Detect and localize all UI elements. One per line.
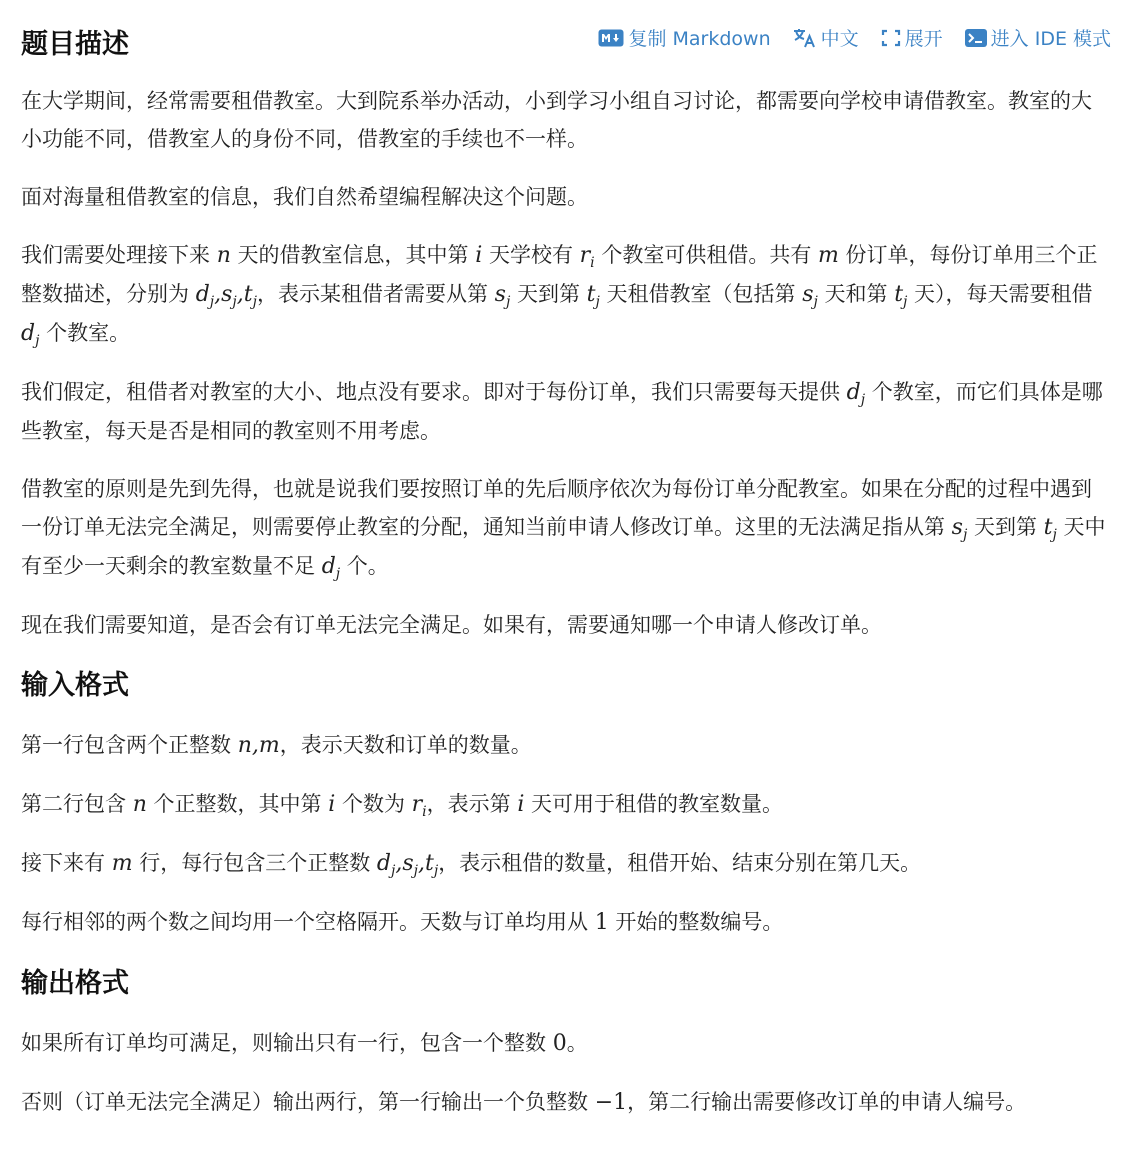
language-button[interactable] [793, 24, 859, 51]
math-sub: j [433, 863, 439, 879]
math-d-j [21, 321, 40, 349]
math-comma: , [251, 733, 259, 758]
text: 天到第 [967, 515, 1044, 539]
text: 天和第 [817, 282, 895, 306]
math-d: d [195, 282, 210, 307]
text: 个数为 [335, 792, 412, 816]
math-one: 1 [594, 910, 609, 935]
math-sub: j [505, 294, 511, 310]
math-sub: j [232, 294, 237, 310]
math-m: m [111, 851, 133, 876]
math-sub: j [903, 294, 908, 310]
math-comma: , [395, 851, 403, 876]
math-t-j [1043, 515, 1057, 543]
math-s: s [802, 282, 814, 307]
text: 份订单，每份订单用三个正整数描述，分别为 [21, 243, 1098, 306]
math-s-j [494, 282, 511, 310]
math-m: m [818, 243, 839, 268]
math-t: t [894, 282, 904, 307]
description-paragraph-4 [21, 373, 1106, 450]
text: 个教室，而它们具体是哪些教室，每天是否是相同的教室则不用考虑。 [21, 380, 1103, 443]
math-i: i [517, 792, 525, 817]
text: 天的借教室信息，其中第 [230, 243, 476, 267]
math-comma: , [214, 282, 222, 307]
description-paragraph-2: 面对海量租借教室的信息，我们自然希望编程解决这个问题。 [21, 185, 588, 209]
math-r: r [411, 792, 423, 817]
math-d-j [846, 380, 866, 408]
math-d-s-t [376, 851, 439, 879]
math-t: t [243, 282, 253, 307]
math-zero: 0 [552, 1031, 567, 1056]
math-d: d [21, 321, 36, 346]
problem-header [21, 18, 1111, 62]
math-n: n [237, 733, 252, 758]
math-t-j [586, 282, 600, 310]
input-format-heading: 输入格式 [21, 670, 129, 701]
text: 个。 [340, 554, 389, 578]
math-d: d [376, 851, 392, 876]
math-s-j [802, 282, 818, 310]
toolbar [576, 24, 1111, 51]
math-s-j [951, 515, 968, 543]
input-paragraph-4 [21, 903, 1106, 942]
text: 天到第 [510, 282, 587, 306]
math-sub: j [252, 294, 257, 310]
math-t: t [586, 282, 596, 307]
markdown-icon [598, 29, 624, 47]
translate-icon [793, 28, 817, 48]
text: ，表示天数和订单的数量。 [279, 733, 532, 757]
ide-mode-label: 进入 IDE 模式 [990, 28, 1111, 50]
text: 天），每天需要租借 [907, 282, 1093, 306]
math-neg-one: −1 [594, 1090, 628, 1115]
expand-button[interactable] [881, 24, 943, 51]
text: 开始的整数编号。 [608, 910, 784, 934]
math-sub: j [1052, 527, 1057, 543]
ide-mode-button[interactable] [965, 24, 1111, 51]
copy-markdown-label: 复制 Markdown [628, 28, 771, 50]
math-t-j [894, 282, 908, 310]
description-paragraph-3 [21, 236, 1106, 353]
math-sub: j [413, 863, 418, 879]
text: 如果所有订单均可满足，则输出只有一行，包含一个整数 [21, 1031, 553, 1055]
math-r: r [579, 243, 591, 268]
text: 天中有至少一天剩余的教室数量不足 [21, 515, 1106, 578]
math-comma: , [236, 282, 244, 307]
math-s: s [951, 515, 963, 540]
text: 个正整数，其中第 [146, 792, 329, 816]
math-sub: j [35, 333, 40, 349]
math-comma: , [418, 851, 425, 876]
math-sub: j [391, 863, 396, 879]
math-r-i [411, 792, 427, 820]
math-sub: j [595, 294, 600, 310]
expand-icon [881, 29, 901, 47]
math-sub: j [209, 294, 215, 310]
expand-label: 展开 [904, 28, 943, 50]
math-sub: i [590, 255, 595, 271]
description-paragraph-1: 在大学期间，经常需要租借教室。大到院系举办活动，小到学习小组自习讨论，都需要向学校申请借教室。教室的大小功能不同，借教室人的身份不同，借教室的手续也不一样。 [21, 89, 1092, 151]
text: ，第二行输出需要修改订单的申请人编号。 [627, 1090, 1027, 1114]
text: 天可用于租借的教室数量。 [524, 792, 784, 816]
description-paragraph-5 [21, 470, 1106, 586]
text: 借教室的原则是先到先得，也就是说我们要按照订单的先后顺序依次为每份订单分配教室。如果在分配的过程中遇到一份订单无法完全满足，则需要停止教室的分配，通知当前申请人修改订单。这里的无法满足指从第 [21, 477, 1092, 539]
page-title: 题目描述 [21, 29, 129, 60]
input-paragraph-2 [21, 785, 1106, 824]
math-n: n [216, 243, 231, 268]
math-d: d [846, 380, 861, 405]
math-n: n [132, 792, 147, 817]
math-d: d [321, 554, 336, 579]
math-d-j [321, 554, 341, 582]
text: 个教室。 [39, 321, 131, 345]
language-label: 中文 [820, 28, 859, 50]
text: 行，每行包含三个正整数 [132, 851, 377, 875]
math-s: s [402, 851, 414, 876]
math-sub: j [335, 566, 341, 582]
text: ，表示租借的数量，租借开始、结束分别在第几天。 [438, 851, 922, 875]
text: 。 [566, 1031, 588, 1055]
text: 否则（订单无法完全满足）输出两行，第一行输出一个负整数 [21, 1090, 595, 1114]
input-paragraph-1 [21, 726, 1106, 765]
math-sub: j [962, 527, 968, 543]
math-m: m [258, 733, 280, 758]
text: 我们需要处理接下来 [21, 243, 217, 267]
text: 个教室可供租借。共有 [594, 243, 818, 267]
math-i: i [475, 243, 483, 268]
math-sub: j [860, 392, 866, 408]
copy-markdown-button[interactable] [598, 24, 770, 51]
input-paragraph-3 [21, 844, 1106, 883]
math-t: t [1043, 515, 1053, 540]
math-sub: i [422, 804, 427, 820]
output-paragraph-1 [21, 1024, 1106, 1063]
problem-content [21, 82, 1106, 1142]
text: 接下来有 [21, 851, 112, 875]
math-n-m [238, 733, 280, 758]
text: 天租借教室（包括第 [599, 282, 803, 306]
output-format-heading: 输出格式 [21, 968, 129, 999]
math-d-s-t [195, 282, 257, 310]
text: 第二行包含 [21, 792, 133, 816]
math-s: s [494, 282, 506, 307]
text: ，表示某租借者需要从第 [256, 282, 495, 306]
math-i: i [328, 792, 336, 817]
terminal-icon [965, 29, 987, 47]
text: 第一行包含两个正整数 [21, 733, 238, 757]
text: 我们假定，租借者对教室的大小、地点没有要求。即对于每份订单，我们只需要每天提供 [21, 380, 847, 404]
text: 每行相邻的两个数之间均用一个空格隔开。天数与订单均用从 [21, 910, 595, 934]
math-s: s [221, 282, 233, 307]
math-t: t [425, 851, 434, 876]
text: 天学校有 [482, 243, 580, 267]
description-paragraph-6: 现在我们需要知道，是否会有订单无法完全满足。如果有，需要通知哪一个申请人修改订单。 [21, 613, 882, 637]
output-paragraph-2 [21, 1083, 1106, 1122]
text: ，表示第 [426, 792, 518, 816]
math-sub: j [813, 294, 818, 310]
math-r-i [579, 243, 595, 271]
